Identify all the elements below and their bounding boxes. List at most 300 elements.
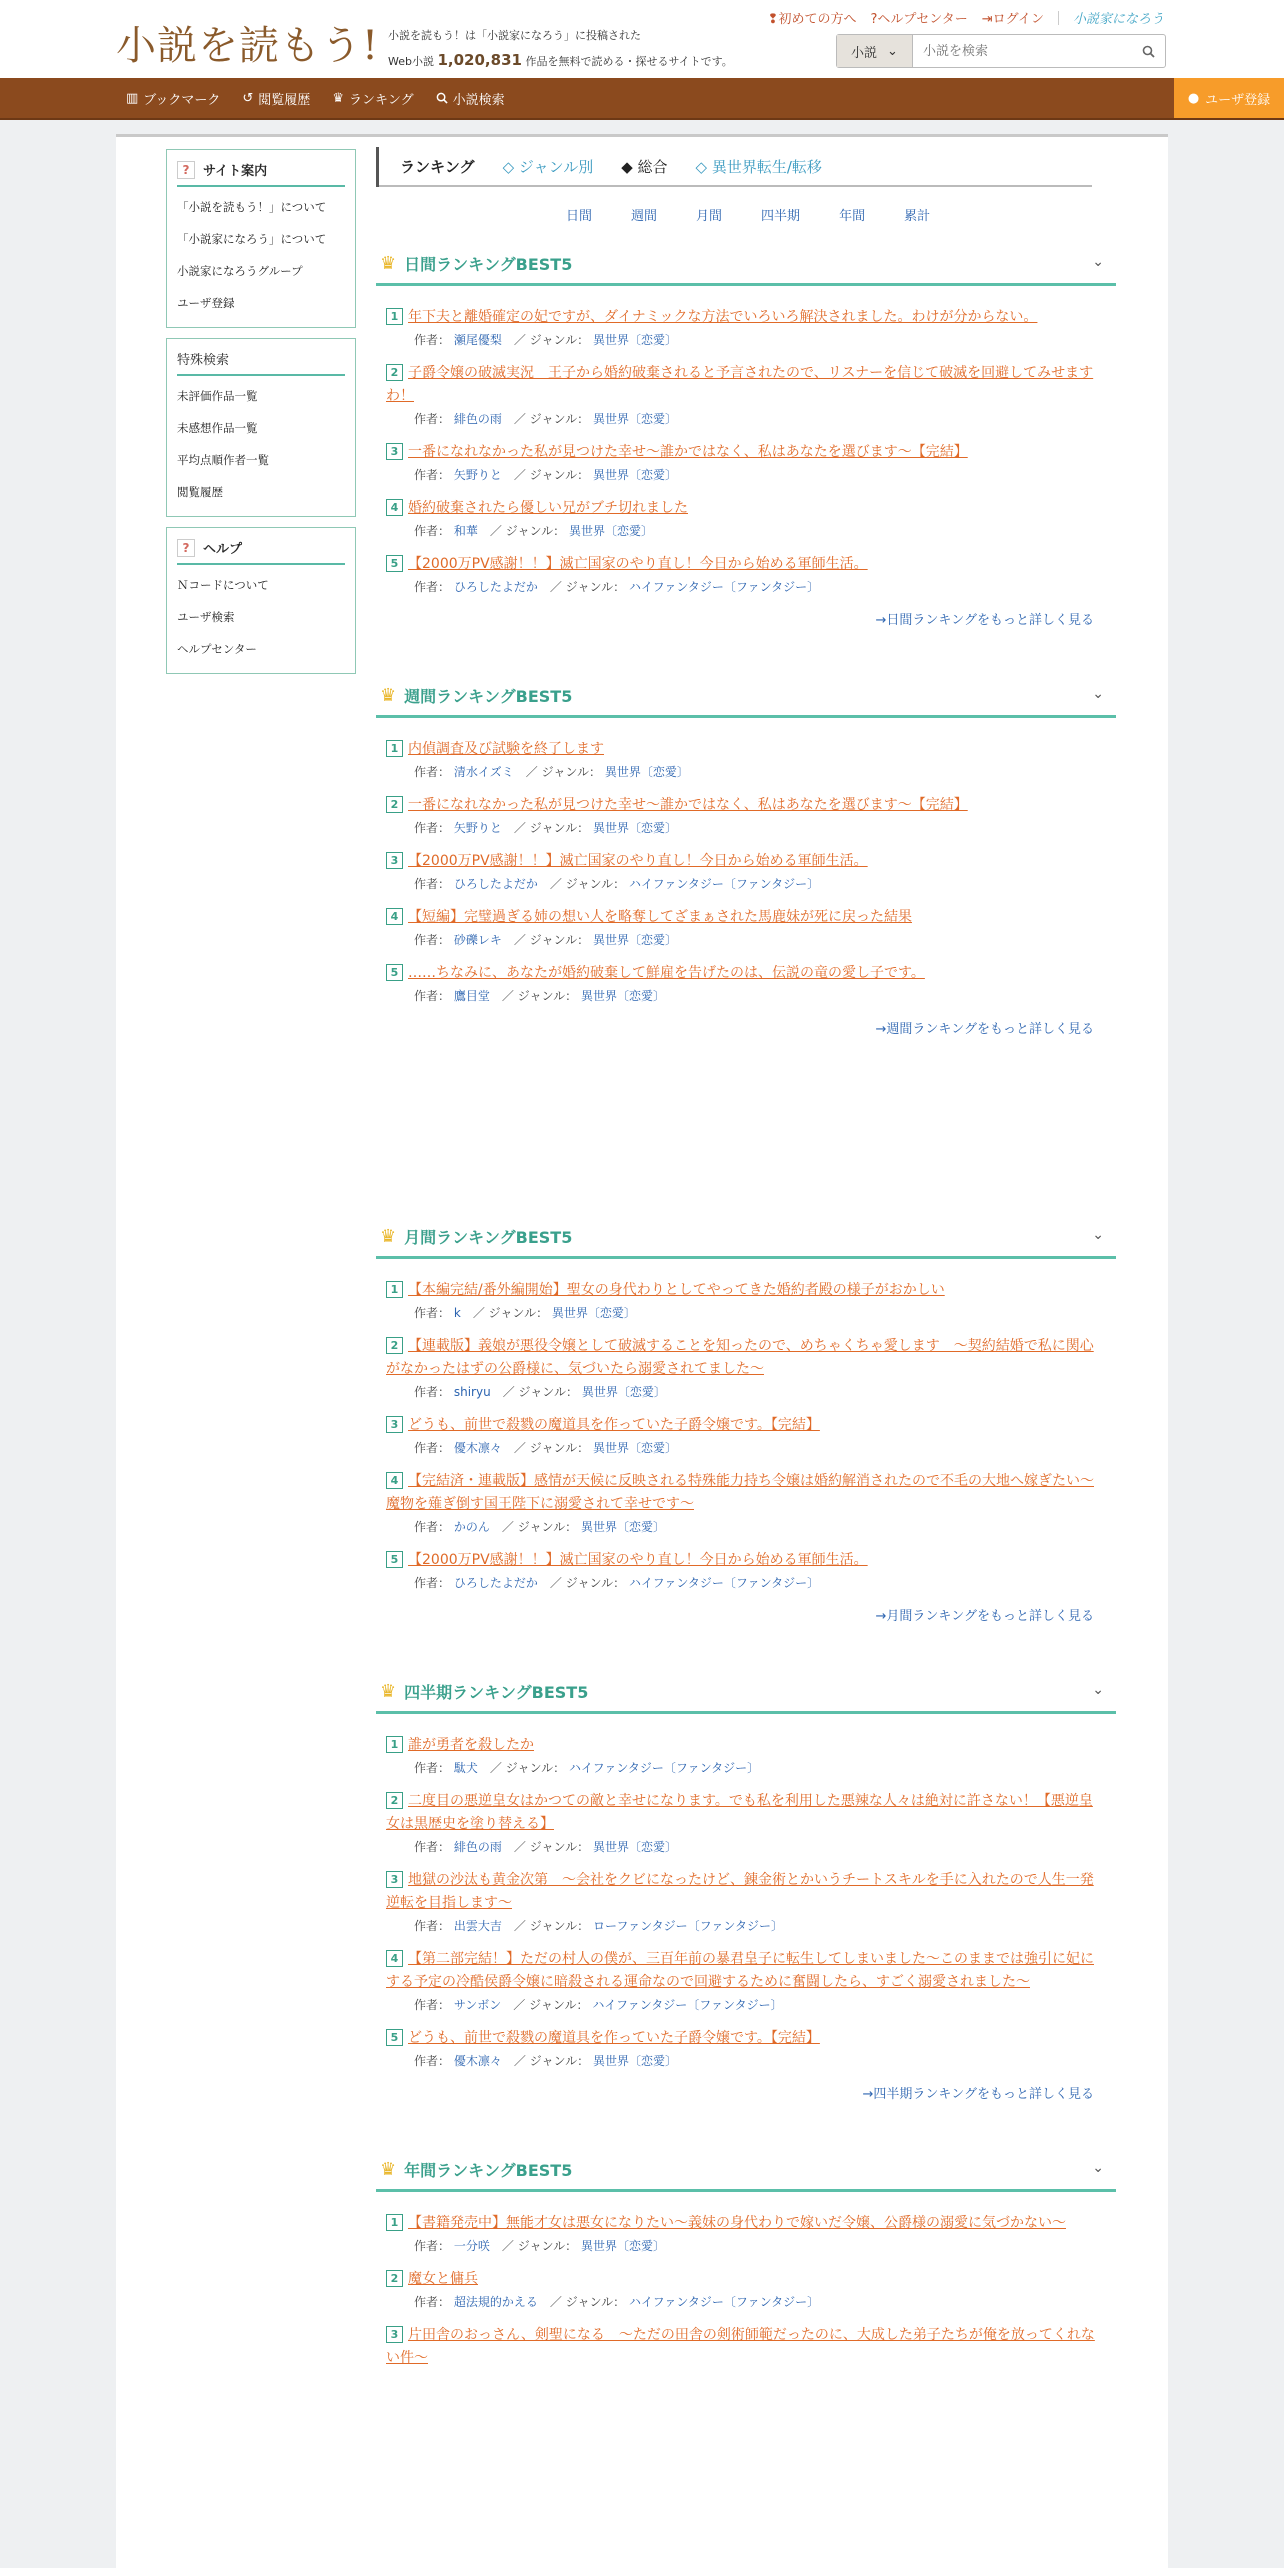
genre-link[interactable]: 異世界〔恋愛〕 xyxy=(568,524,653,538)
genre-link[interactable]: 異世界〔恋愛〕 xyxy=(592,412,677,426)
help-title xyxy=(177,534,345,565)
search-button[interactable] xyxy=(1131,35,1165,67)
entry-title-row xyxy=(386,794,1104,817)
ranking-section xyxy=(376,1672,1116,2102)
rank-number: 3 xyxy=(386,1416,403,1433)
ranking-entry xyxy=(386,1414,1104,1456)
author-link[interactable]: ひろしたよだか xyxy=(453,877,538,891)
author-link[interactable]: 清水イズミ xyxy=(453,765,514,779)
rank-number: 4 xyxy=(386,499,403,516)
nav-history[interactable] xyxy=(242,89,310,108)
ranking-entry xyxy=(386,2212,1104,2254)
nav-ranking-label: ランキング xyxy=(348,92,414,108)
novel-title-link[interactable]: 【短編】完璧過ぎる姉の想い人を略奪してざまぁされた馬鹿妹が死に戻った結果 xyxy=(408,909,912,925)
entry-title-row xyxy=(386,362,1104,408)
entry-meta xyxy=(386,331,1104,348)
period-quarterly[interactable]: 四半期 xyxy=(761,209,801,224)
book-icon: ❢ xyxy=(767,12,779,27)
entry-title-row xyxy=(386,850,1104,873)
ranking-entry xyxy=(386,906,1104,948)
nav-search[interactable] xyxy=(436,89,505,108)
novel-title-link[interactable]: 二度目の悪逆皇女はかつての敵と幸せになります。でも私を利用した悪辣な人々は絶対に許さない！【悪逆皇女は黒歴史を塗り替える】 xyxy=(386,1793,1093,1832)
genre-link[interactable]: ローファンタジー〔ファンタジー〕 xyxy=(592,1919,783,1933)
ranking-entry xyxy=(386,1279,1104,1321)
more-ranking-link[interactable]: →日間ランキングをもっと詳しく見る xyxy=(875,613,1094,628)
ranking-tabs xyxy=(376,147,1092,187)
genre-label: ／ ジャンル： xyxy=(502,1385,578,1399)
rank-number: 3 xyxy=(386,2326,403,2343)
ranking-entry xyxy=(386,497,1104,539)
period-links xyxy=(376,205,1116,224)
genre-label: ／ ジャンル： xyxy=(501,989,578,1003)
search-bar xyxy=(836,34,1166,68)
genre-label: ／ ジャンル： xyxy=(513,933,590,947)
author-label: 作者： xyxy=(414,989,451,1003)
rank-number: 5 xyxy=(386,1551,403,1568)
rank-number: 3 xyxy=(386,443,403,460)
author-label: 作者： xyxy=(414,1306,451,1320)
register-button[interactable] xyxy=(1174,78,1284,118)
ranking-list xyxy=(376,286,1116,595)
nav-bookmark-label: ブックマーク xyxy=(143,92,221,108)
rank-number: 1 xyxy=(386,1736,403,1753)
rank-number: 4 xyxy=(386,1472,403,1489)
author-link[interactable]: 駄犬 xyxy=(453,1761,478,1775)
ranking-entry xyxy=(386,2324,1104,2370)
genre-label: ／ ジャンル： xyxy=(549,877,626,891)
top-links xyxy=(768,8,1164,27)
ranking-entry xyxy=(386,850,1104,892)
ranking-entry xyxy=(386,1335,1104,1400)
ranking-list xyxy=(376,1714,1116,2069)
sidebar-item-ncode[interactable]: Ｎコードについて xyxy=(177,578,269,592)
entry-title-row xyxy=(386,906,1104,929)
entry-title-row xyxy=(386,1414,1104,1437)
site-guide-title xyxy=(177,156,345,187)
sidebar-item-about-yomou[interactable]: 「小説を読もう！」について xyxy=(177,200,327,214)
entry-title-row xyxy=(386,2212,1104,2235)
ranking-list xyxy=(376,1259,1116,1591)
chevron-down-icon[interactable]: ⌄ xyxy=(1092,1227,1104,1243)
novel-title-link[interactable]: 内偵調査及び試験を終了します xyxy=(408,741,604,757)
novel-title-link[interactable]: 片田舎のおっさん、剣聖になる ～ただの田舎の剣術師範だったのに、大成した弟子たちが俺を放ってくれない件～ xyxy=(386,2327,1095,2366)
entry-title-row xyxy=(386,1549,1104,1572)
login-link[interactable] xyxy=(982,8,1044,27)
genre-label: ／ ジャンル： xyxy=(513,412,590,426)
register-label: ユーザ登録 xyxy=(1205,92,1271,108)
author-label: 作者： xyxy=(414,1520,451,1534)
novel-title-link[interactable]: 子爵令嬢の破滅実況 王子から婚約破棄されると予言されたので、リスナーを信じて破滅を回避してみせますわ！ xyxy=(386,365,1094,404)
genre-link[interactable]: 異世界〔恋愛〕 xyxy=(592,933,677,947)
site-tagline xyxy=(388,24,733,74)
author-label: 作者： xyxy=(414,1761,451,1775)
section-title: 週間ランキングBEST5 xyxy=(404,687,573,706)
author-label: 作者： xyxy=(414,1385,451,1399)
genre-label: ／ ジャンル： xyxy=(513,821,590,835)
entry-title-row xyxy=(386,2027,1104,2050)
genre-label: ／ ジャンル： xyxy=(513,333,590,347)
sidebar-item-history[interactable]: 閲覧履歴 xyxy=(177,485,223,499)
author-link[interactable]: 超法規的かえる xyxy=(453,2295,538,2309)
nav-ranking[interactable] xyxy=(332,89,413,108)
entry-title-row xyxy=(386,441,1104,464)
novel-title-link[interactable]: 魔女と傭兵 xyxy=(408,2271,478,2287)
entry-title-row xyxy=(386,962,1104,985)
genre-label: ／ ジャンル： xyxy=(501,2239,578,2253)
first-time-link[interactable] xyxy=(768,8,857,27)
sidebar-item-no-comments[interactable]: 未感想作品一覧 xyxy=(177,421,258,435)
novel-title-link[interactable]: 【書籍発売中】無能才女は悪女になりたい～義妹の身代わりで嫁いだ令嬢、公爵様の溺愛に気づかない～ xyxy=(408,2215,1066,2231)
main-nav xyxy=(0,78,1284,120)
entry-meta xyxy=(386,987,1104,1004)
search-type-select[interactable] xyxy=(837,35,913,67)
question-icon: ? xyxy=(177,539,195,557)
author-label: 作者： xyxy=(414,765,451,779)
sidebar-item-user-search[interactable]: ユーザ検索 xyxy=(177,610,235,624)
rank-number: 4 xyxy=(386,1950,403,1967)
author-label: 作者： xyxy=(414,2295,451,2309)
history-icon: ↺ xyxy=(242,90,254,106)
author-link[interactable]: 矢野りと xyxy=(453,821,502,835)
author-label: 作者： xyxy=(414,1919,451,1933)
author-label: 作者： xyxy=(414,524,451,538)
ranking-heading: ランキング xyxy=(400,157,475,176)
entry-meta xyxy=(386,1439,1104,1456)
novel-title-link[interactable]: 地獄の沙汰も黄金次第 ～会社をクビになったけど、錬金術とかいうチートスキルを手に入れたので人生一発逆転を目指します～ xyxy=(386,1872,1094,1911)
period-daily[interactable]: 日間 xyxy=(566,209,593,224)
crown-icon: ♛ xyxy=(380,253,397,274)
sidebar-item-narou-group[interactable]: 小説家になろうグループ xyxy=(177,264,303,278)
search-type-value: 小説 xyxy=(851,45,878,61)
author-link[interactable]: 緋色の雨 xyxy=(453,1840,502,1854)
ranking-entry xyxy=(386,962,1104,1004)
tagline-line2 xyxy=(388,48,733,74)
rank-number: 2 xyxy=(386,796,403,813)
ranking-section xyxy=(376,2150,1116,2370)
divider xyxy=(1058,11,1059,25)
novel-title-link[interactable]: 【連載版】義娘が悪役令嬢として破滅することを知ったので、めちゃくちゃ愛します ～契約結婚で私に関心がなかったはずの公爵様に、気づいたら溺愛されてました～ xyxy=(386,1338,1094,1377)
ranking-entry xyxy=(386,738,1104,780)
entry-title-row xyxy=(386,553,1104,576)
more-ranking-link[interactable]: →月間ランキングをもっと詳しく見る xyxy=(875,1609,1094,1624)
entry-title-row xyxy=(386,1790,1104,1836)
author-label: 作者： xyxy=(414,877,451,891)
author-label: 作者： xyxy=(414,333,451,347)
entry-meta xyxy=(386,2237,1104,2254)
entry-title-row xyxy=(386,1470,1104,1516)
chevron-down-icon[interactable]: ⌄ xyxy=(1092,686,1104,702)
crown-icon: ♛ xyxy=(380,2159,397,2180)
rank-number: 2 xyxy=(386,1792,403,1809)
author-link[interactable]: 和華 xyxy=(453,524,478,538)
rank-number: 1 xyxy=(386,740,403,757)
author-label: 作者： xyxy=(414,412,451,426)
novel-title-link[interactable]: 一番になれなかった私が見つけた幸せ〜誰かではなく、私はあなたを選びます〜【完結】 xyxy=(408,444,968,460)
ranking-entry xyxy=(386,2027,1104,2069)
crown-icon: ♛ xyxy=(380,1226,397,1247)
period-weekly[interactable]: 週間 xyxy=(631,209,658,224)
genre-label: ／ ジャンル： xyxy=(513,1919,590,1933)
genre-label: ／ ジャンル： xyxy=(472,1306,549,1320)
genre-label: ／ ジャンル： xyxy=(549,2295,626,2309)
genre-link[interactable]: 異世界〔恋愛〕 xyxy=(580,1520,665,1534)
novel-title-link[interactable]: 【第二部完結！】ただの村人の僕が、三百年前の暴君皇子に転生してしまいました～このままでは強引に妃にする予定の冷酷侯爵令嬢に暗殺される運命なので回避するために奮闘したら、すごく溺愛されました～ xyxy=(386,1951,1094,1990)
bookmark-icon: ▥ xyxy=(126,90,139,106)
question-circle-icon: ? xyxy=(870,12,878,27)
ranking-entry xyxy=(386,1470,1104,1535)
genre-label: ／ ジャンル： xyxy=(549,1576,626,1590)
novel-title-link[interactable]: 【本編完結/番外編開始】聖女の身代わりとしてやってきた婚約者殿の様子がおかしい xyxy=(408,1282,945,1298)
nav-search-label: 小説検索 xyxy=(452,92,505,108)
sidebar-item-user-register[interactable]: ユーザ登録 xyxy=(177,296,235,310)
rank-number: 2 xyxy=(386,2270,403,2287)
entry-title-row xyxy=(386,738,1104,761)
genre-link[interactable]: 異世界〔恋愛〕 xyxy=(592,333,677,347)
tagline-suffix: 作品を無料で読める・探せるサイトです。 xyxy=(525,55,733,68)
entry-title-row xyxy=(386,1948,1104,1994)
rank-number: 1 xyxy=(386,1281,403,1298)
first-time-label: 初めての方へ xyxy=(778,12,857,27)
rank-number: 3 xyxy=(386,1871,403,1888)
ranking-entry xyxy=(386,1948,1104,2013)
author-link[interactable]: 優木凛々 xyxy=(453,1441,502,1455)
author-label: 作者： xyxy=(414,933,451,947)
tagline-line1: 小説を読もう！は「小説家になろう」に投稿された xyxy=(388,29,641,42)
ranking-sections xyxy=(376,244,1116,2370)
entry-title-row xyxy=(386,2268,1104,2291)
novel-title-link[interactable]: 【完結済・連載版】感情が天候に反映される特殊能力持ち令嬢は婚約解消されたので不毛の大地へ嫁ぎたい～魔物を薙ぎ倒す国王陛下に溺愛されて幸せです～ xyxy=(386,1473,1094,1512)
author-link[interactable]: 鷹目堂 xyxy=(453,989,490,1003)
chevron-down-icon: ⌄ xyxy=(887,43,898,59)
genre-label: ／ ジャンル： xyxy=(489,524,566,538)
genre-link[interactable]: 異世界〔恋愛〕 xyxy=(592,2054,677,2068)
more-ranking-link[interactable]: →四半期ランキングをもっと詳しく見る xyxy=(862,2087,1094,2102)
novel-title-link[interactable]: 【2000万PV感謝！！】滅亡国家のやり直し！今日から始める軍師生活。 xyxy=(408,556,868,572)
genre-link[interactable]: 異世界〔恋愛〕 xyxy=(581,1385,666,1399)
sidebar-item-average-authors[interactable]: 平均点順作者一覧 xyxy=(177,453,269,467)
more-ranking-link[interactable]: →週間ランキングをもっと詳しく見る xyxy=(875,1022,1094,1037)
rank-number: 1 xyxy=(386,308,403,325)
novel-title-link[interactable]: 【2000万PV感謝！！】滅亡国家のやり直し！今日から始める軍師生活。 xyxy=(408,1552,868,1568)
novel-title-link[interactable]: 年下夫と離婚確定の妃ですが、ダイナミックな方法でいろいろ解決されました。わけが分からない。 xyxy=(408,309,1038,325)
author-link[interactable]: 一分咲 xyxy=(453,2239,490,2253)
help-title-label: ヘルプ xyxy=(203,542,243,557)
period-cumulative[interactable]: 累計 xyxy=(904,209,931,224)
entry-title-row xyxy=(386,1734,1104,1757)
author-label: 作者： xyxy=(414,821,451,835)
entry-meta xyxy=(386,1917,1104,1934)
tab-bar-marker xyxy=(376,147,379,187)
nav-bookmark[interactable] xyxy=(126,89,220,108)
genre-label: ／ ジャンル： xyxy=(513,1998,589,2012)
rank-number: 4 xyxy=(386,908,403,925)
entry-title-row xyxy=(386,306,1104,329)
novel-title-link[interactable]: どうも、前世で殺戮の魔道具を作っていた子爵令嬢です。【完結】 xyxy=(408,2030,820,2046)
section-title: 日間ランキングBEST5 xyxy=(404,255,573,274)
section-header[interactable] xyxy=(376,1672,1116,1714)
author-link[interactable]: 優木凛々 xyxy=(453,2054,502,2068)
user-icon: ● xyxy=(1187,90,1200,106)
novel-title-link[interactable]: 婚約破棄されたら優しい兄がブチ切れました xyxy=(408,500,688,516)
entry-title-row xyxy=(386,497,1104,520)
special-search-box xyxy=(166,338,356,517)
entry-meta xyxy=(386,1574,1104,1591)
genre-link[interactable]: 異世界〔恋愛〕 xyxy=(592,821,677,835)
novel-title-link[interactable]: 誰が勇者を殺したか xyxy=(408,1737,534,1753)
novel-title-link[interactable]: どうも、前世で殺戮の魔道具を作っていた子爵令嬢です。【完結】 xyxy=(408,1417,820,1433)
novel-title-link[interactable]: ……ちなみに、あなたが婚約破棄して鮮雇を告げたのは、伝説の竜の愛し子です。 xyxy=(408,965,925,981)
section-header[interactable] xyxy=(376,2150,1116,2192)
section-title: 四半期ランキングBEST5 xyxy=(404,1683,589,1702)
author-link[interactable]: ひろしたよだか xyxy=(453,580,538,594)
sidebar-item-unrated[interactable]: 未評価作品一覧 xyxy=(177,389,258,403)
genre-link[interactable]: 異世界〔恋愛〕 xyxy=(580,2239,665,2253)
ranking-section xyxy=(376,1217,1116,1624)
chevron-down-icon[interactable]: ⌄ xyxy=(1092,2160,1104,2176)
entry-meta xyxy=(386,1304,1104,1321)
entry-meta xyxy=(386,2052,1104,2069)
ranking-entry xyxy=(386,1734,1104,1776)
rank-number: 5 xyxy=(386,555,403,572)
help-center-link[interactable] xyxy=(870,8,967,27)
author-link[interactable]: 瀬尾優梨 xyxy=(453,333,502,347)
entry-meta xyxy=(386,1759,1104,1776)
genre-label: ／ ジャンル： xyxy=(513,2054,590,2068)
author-link[interactable]: 矢野りと xyxy=(453,468,502,482)
author-link[interactable]: 出雲大吉 xyxy=(453,1919,502,1933)
work-count: 1,020,831 xyxy=(437,51,522,69)
author-link[interactable]: shiryu xyxy=(453,1385,491,1399)
tab-overall[interactable]: ◆ 総合 xyxy=(621,157,668,176)
section-header[interactable] xyxy=(376,244,1116,286)
period-yearly[interactable]: 年間 xyxy=(839,209,866,224)
ranking-entry xyxy=(386,553,1104,595)
login-label: ログイン xyxy=(992,12,1044,27)
help-center-label: ヘルプセンター xyxy=(877,12,968,27)
crown-icon: ♛ xyxy=(380,685,397,706)
genre-link[interactable]: 異世界〔恋愛〕 xyxy=(592,1840,677,1854)
search-input[interactable] xyxy=(913,35,1131,67)
author-label: 作者： xyxy=(414,1576,451,1590)
section-header[interactable] xyxy=(376,676,1116,718)
help-box xyxy=(166,527,356,674)
section-header[interactable] xyxy=(376,1217,1116,1259)
tab-isekai[interactable]: ◇ 異世界転生/転移 xyxy=(695,157,822,176)
search-icon xyxy=(1142,45,1155,58)
entry-meta xyxy=(386,875,1104,892)
genre-link[interactable]: ハイファンタジー〔ファンタジー〕 xyxy=(628,1576,820,1590)
login-icon: ⇥ xyxy=(981,12,993,27)
special-search-title: 特殊検索 xyxy=(177,345,345,376)
author-label: 作者： xyxy=(414,2239,451,2253)
entry-meta xyxy=(386,410,1104,427)
site-header xyxy=(0,0,1284,78)
author-label: 作者： xyxy=(414,468,451,482)
rank-number: 2 xyxy=(386,1337,403,1354)
ranking-entry xyxy=(386,1869,1104,1934)
main-content xyxy=(376,147,1116,2384)
sidebar-item-about-narou[interactable]: 「小説家になろう」について xyxy=(177,232,327,246)
entry-meta xyxy=(386,1996,1104,2013)
author-link[interactable]: サンボン xyxy=(453,1998,502,2012)
entry-meta xyxy=(386,1518,1104,1535)
rank-number: 2 xyxy=(386,364,403,381)
rank-number: 5 xyxy=(386,2029,403,2046)
crown-icon: ♛ xyxy=(380,1681,397,1702)
genre-link[interactable]: ハイファンタジー〔ファンタジー〕 xyxy=(628,2295,820,2309)
rank-number: 1 xyxy=(386,2214,403,2231)
crown-icon: ♛ xyxy=(332,90,344,106)
chevron-down-icon[interactable]: ⌄ xyxy=(1092,254,1104,270)
author-link[interactable]: k xyxy=(453,1306,461,1320)
entry-meta xyxy=(386,1838,1104,1855)
entry-meta xyxy=(386,763,1104,780)
author-link[interactable]: かのん xyxy=(453,1520,490,1534)
genre-label: ／ ジャンル： xyxy=(513,468,590,482)
author-link[interactable]: ひろしたよだか xyxy=(453,1576,538,1590)
question-icon: ? xyxy=(177,161,195,179)
site-logo[interactable]: 小説を読もう! xyxy=(116,23,380,69)
genre-label: ／ ジャンル： xyxy=(513,1840,590,1854)
entry-title-row xyxy=(386,1869,1104,1915)
entry-meta xyxy=(386,931,1104,948)
genre-link[interactable]: 異世界〔恋愛〕 xyxy=(592,1441,677,1455)
author-label: 作者： xyxy=(414,2054,451,2068)
site-guide-title-label: サイト案内 xyxy=(203,164,268,179)
search-icon xyxy=(436,92,448,104)
ranking-entry xyxy=(386,794,1104,836)
ranking-section xyxy=(376,676,1116,1037)
narou-brand-link[interactable]: 小説家になろう xyxy=(1072,12,1164,27)
author-label: 作者： xyxy=(414,1998,451,2012)
sidebar-item-help-center[interactable]: ヘルプセンター xyxy=(177,642,257,656)
genre-link[interactable]: ハイファンタジー〔ファンタジー〕 xyxy=(568,1761,760,1775)
genre-link[interactable]: 異世界〔恋愛〕 xyxy=(551,1306,636,1320)
genre-link[interactable]: 異世界〔恋愛〕 xyxy=(604,765,689,779)
genre-label: ／ ジャンル： xyxy=(489,1761,566,1775)
rank-number: 3 xyxy=(386,852,403,869)
genre-link[interactable]: 異世界〔恋愛〕 xyxy=(580,989,665,1003)
author-link[interactable]: 砂礫レキ xyxy=(453,933,502,947)
ranking-entry xyxy=(386,441,1104,483)
chevron-down-icon[interactable]: ⌄ xyxy=(1092,1682,1104,1698)
page-container xyxy=(116,134,1168,2568)
author-label: 作者： xyxy=(414,1840,451,1854)
tab-by-genre[interactable]: ◇ ジャンル別 xyxy=(502,157,594,176)
novel-title-link[interactable]: 【2000万PV感謝！！】滅亡国家のやり直し！今日から始める軍師生活。 xyxy=(408,853,868,869)
author-link[interactable]: 緋色の雨 xyxy=(453,412,502,426)
sidebar xyxy=(166,149,356,684)
genre-link[interactable]: 異世界〔恋愛〕 xyxy=(592,468,677,482)
ranking-entry xyxy=(386,1549,1104,1591)
novel-title-link[interactable]: 一番になれなかった私が見つけた幸せ〜誰かではなく、私はあなたを選びます〜【完結】 xyxy=(408,797,968,813)
ranking-entry xyxy=(386,1790,1104,1855)
author-label: 作者： xyxy=(414,1441,451,1455)
genre-label: ／ ジャンル： xyxy=(501,1520,578,1534)
section-title: 月間ランキングBEST5 xyxy=(404,1228,573,1247)
ranking-list xyxy=(376,718,1116,1004)
ranking-entry xyxy=(386,2268,1104,2310)
period-monthly[interactable]: 月間 xyxy=(696,209,723,224)
entry-title-row xyxy=(386,1335,1104,1381)
genre-label: ／ ジャンル： xyxy=(525,765,602,779)
genre-link[interactable]: ハイファンタジー〔ファンタジー〕 xyxy=(628,580,820,594)
genre-link[interactable]: ハイファンタジー〔ファンタジー〕 xyxy=(628,877,820,891)
entry-meta xyxy=(386,522,1104,539)
site-guide-box xyxy=(166,149,356,328)
ranking-entry xyxy=(386,362,1104,427)
genre-link[interactable]: ハイファンタジー〔ファンタジー〕 xyxy=(592,1998,783,2012)
